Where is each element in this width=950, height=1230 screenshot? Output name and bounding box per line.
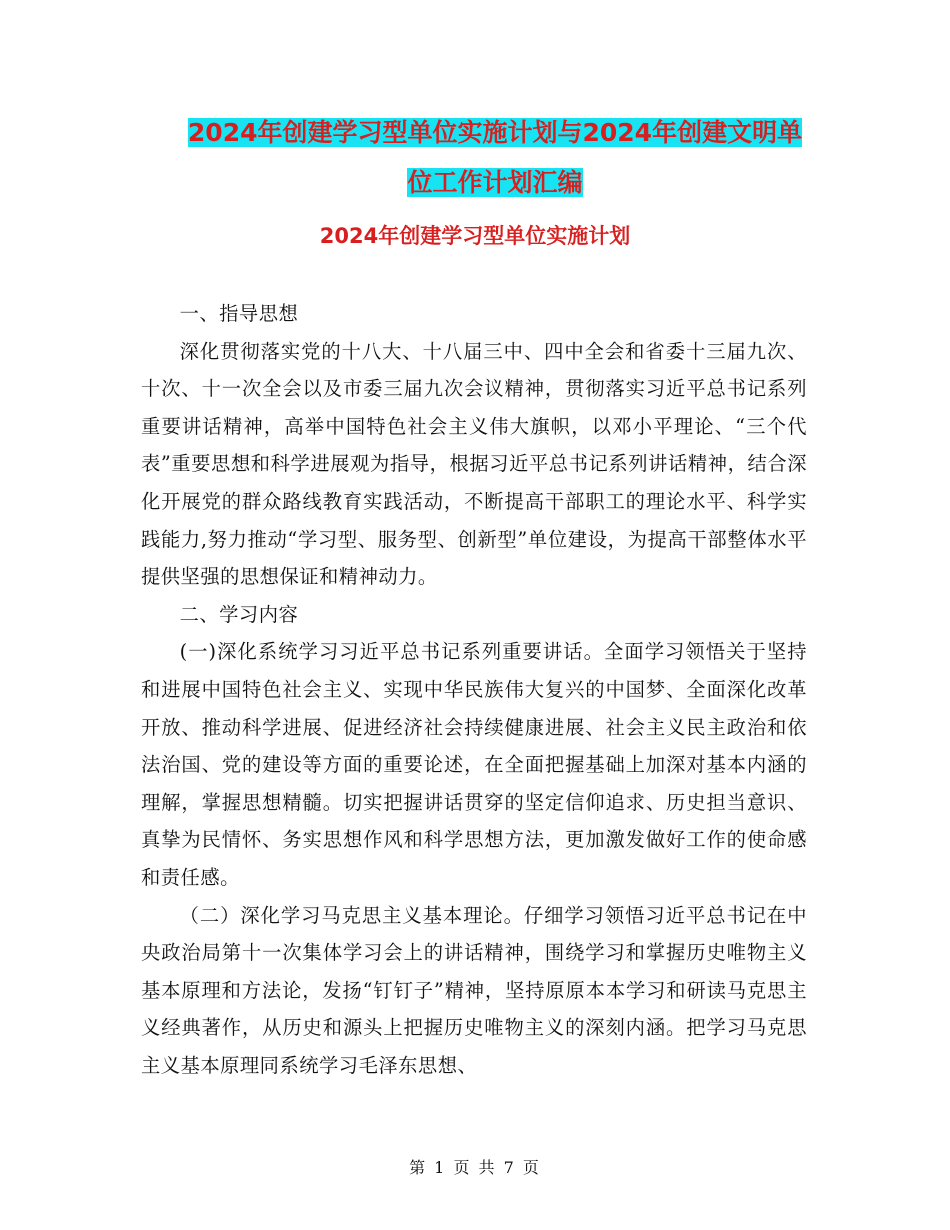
document-title-line2: 位工作计划汇编 (407, 168, 583, 197)
heading-guiding-ideology: 一、指导思想 (179, 302, 299, 325)
paragraph-study-item-2: （二）深化学习马克思主义基本理论。仔细学习领悟习近平总书记在中央政治局第十一次集体学习会上的讲话精神，围绕学习和掌握历史唯物主义基本原理和方法论，发扬“钉钉子”精神，坚持原原本本学习和研读马克思主义经典著作，从历史和源头上把握历史唯物主义的深刻内涵。把学习马克思主义基本原理同系统学习毛泽东思想、 (141, 903, 807, 1077)
document-body (141, 295, 807, 1084)
document-title (140, 108, 850, 208)
page-number-footer: 第 1 页 共 7 页 (409, 1158, 541, 1177)
heading-study-content: 二、学习内容 (179, 602, 299, 626)
paragraph-guiding-ideology: 深化贯彻落实党的十八大、十八届三中、四中全会和省委十三届九次、十次、十一次全会以及市委三届九次会议精神，贯彻落实习近平总书记系列重要讲话精神，高举中国特色社会主义伟大旗帜，以邓小平理论、“三个代表”重要思想和科学进展观为指导，根据习近平总书记系列讲话精神，结合深化开展党的群众路线教育实践活动，不断提高干部职工的理论水平、科学实践能力,努力推动“学习型、服务型、创新型”单位建设，为提高干部整体水平提供坚强的思想保证和精神动力。 (141, 339, 807, 589)
paragraph-study-item-1: (一)深化系统学习习近平总书记系列重要讲话。全面学习领悟关于坚持和进展中国特色社会主义、实现中华民族伟大复兴的中国梦、全面深化改革开放、推动科学进展、促进经济社会持续健康进展、社会主义民主政治和依法治国、党的建设等方面的重要论述，在全面把握基础上加深对基本内涵的理解，掌握思想精髓。切实把握讲话贯穿的坚定信仰追求、历史担当意识、真挚为民情怀、务实思想作风和科学思想方法，更加激发做好工作的使命感和责任感。 (141, 640, 807, 889)
section-title: 2024年创建学习型单位实施计划 (319, 224, 631, 248)
document-title-line1: 2024年创建学习型单位实施计划与2024年创建文明单 (187, 118, 803, 147)
